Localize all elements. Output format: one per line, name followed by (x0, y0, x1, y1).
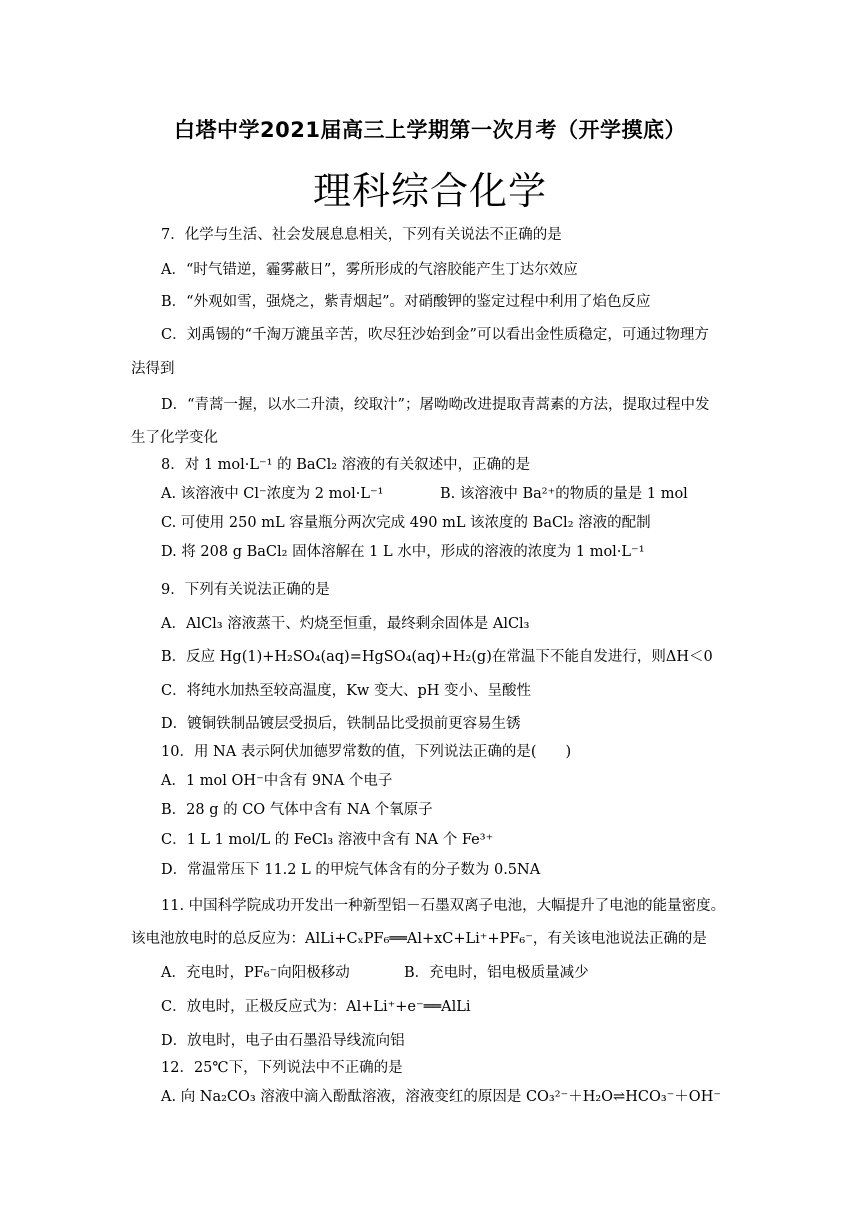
question-12-option-a: A. 向 Na₂CO₃ 溶液中滴入酚酞溶液，溶液变红的原因是 CO₃²⁻＋H₂O⇌HCO₃⁻＋OH⁻ (161, 1089, 721, 1105)
question-7-stem: 7．化学与生活、社会发展息息相关，下列有关说法不正确的是 (161, 227, 562, 243)
question-9-option-b: B．反应 Hg(1)+H₂SO₄(aq)=HgSO₄(aq)+H₂(g)在常温下不能自发进行，则ΔH＜0 (161, 649, 713, 665)
question-9-stem: 9．下列有关说法正确的是 (161, 582, 330, 598)
question-7-option-c-cont: 法得到 (131, 361, 175, 377)
exam-title: 白塔中学2021届高三上学期第一次月考（开学摸底） (174, 118, 686, 142)
question-11-option-c: C．放电时，正极反应式为：Al+Li⁺+e⁻══AlLi (161, 999, 471, 1015)
question-7-option-b: B．“外观如雪，强烧之，紫青烟起”。对硝酸钾的鉴定过程中利用了焰色反应 (161, 294, 651, 310)
question-10-option-a: A．1 mol OH⁻中含有 9NA 个电子 (161, 773, 393, 789)
question-12-stem: 12．25℃下，下列说法中不正确的是 (161, 1060, 403, 1076)
question-10-stem: 10．用 NA 表示阿伏加德罗常数的值，下列说法正确的是( ) (161, 744, 572, 760)
question-11-stem: 11. 中国科学院成功开发出一种新型铝－石墨双离子电池，大幅提升了电池的能量密度。 (161, 898, 726, 914)
question-9-option-c: C．将纯水加热至较高温度，Kw 变大、pH 变小、呈酸性 (161, 683, 531, 699)
question-10-option-d: D．常温常压下 11.2 L 的甲烷气体含有的分子数为 0.5NA (161, 862, 541, 878)
question-8-option-d: D. 将 208 g BaCl₂ 固体溶解在 1 L 水中，形成的溶液的浓度为 1 mol·L⁻¹ (161, 544, 645, 560)
question-7-option-d: D．“青蒿一握，以水二升渍，绞取汁”；屠呦呦改进提取青蒿素的方法，提取过程中发 (161, 397, 710, 413)
question-11-option-a: A．充电时，PF₆⁻向阳极移动 (161, 965, 350, 981)
question-7-option-c: C．刘禹锡的“千淘万漉虽辛苦，吹尽狂沙始到金”可以看出金性质稳定，可通过物理方 (161, 327, 709, 343)
question-7-option-d-cont: 生了化学变化 (131, 430, 218, 446)
question-9-option-d: D．镀铜铁制品镀层受损后，铁制品比受损前更容易生锈 (161, 716, 521, 732)
question-11-option-b: B．充电时，铝电极质量减少 (404, 965, 589, 981)
question-8-option-a: A. 该溶液中 Cl⁻浓度为 2 mol·L⁻¹ (161, 486, 384, 502)
question-10-option-b: B．28 g 的 CO 气体中含有 NA 个氧原子 (161, 802, 433, 818)
exam-subject-title: 理科综合化学 (312, 169, 547, 213)
question-11-stem-cont: 该电池放电时的总反应为：AlLi+CₓPF₆══Al+xC+Li⁺+PF₆⁻，有关该电池说法正确的是 (131, 931, 707, 947)
question-8-stem: 8．对 1 mol·L⁻¹ 的 BaCl₂ 溶液的有关叙述中，正确的是 (161, 457, 531, 473)
question-8-option-c: C. 可使用 250 mL 容量瓶分两次完成 490 mL 该浓度的 BaCl₂ 溶液的配制 (161, 515, 651, 531)
question-11-option-d: D．放电时，电子由石墨沿导线流向铝 (161, 1033, 405, 1049)
question-9-option-a: A．AlCl₃ 溶液蒸干、灼烧至恒重，最终剩余固体是 AlCl₃ (161, 616, 530, 632)
question-10-option-c: C．1 L 1 mol/L 的 FeCl₃ 溶液中含有 NA 个 Fe³⁺ (161, 832, 494, 848)
question-7-option-a: A．“时气错逆，霾雾蔽日”，雾所形成的气溶胶能产生丁达尔效应 (161, 262, 578, 278)
question-8-option-b: B. 该溶液中 Ba²⁺的物质的量是 1 mol (440, 486, 688, 502)
